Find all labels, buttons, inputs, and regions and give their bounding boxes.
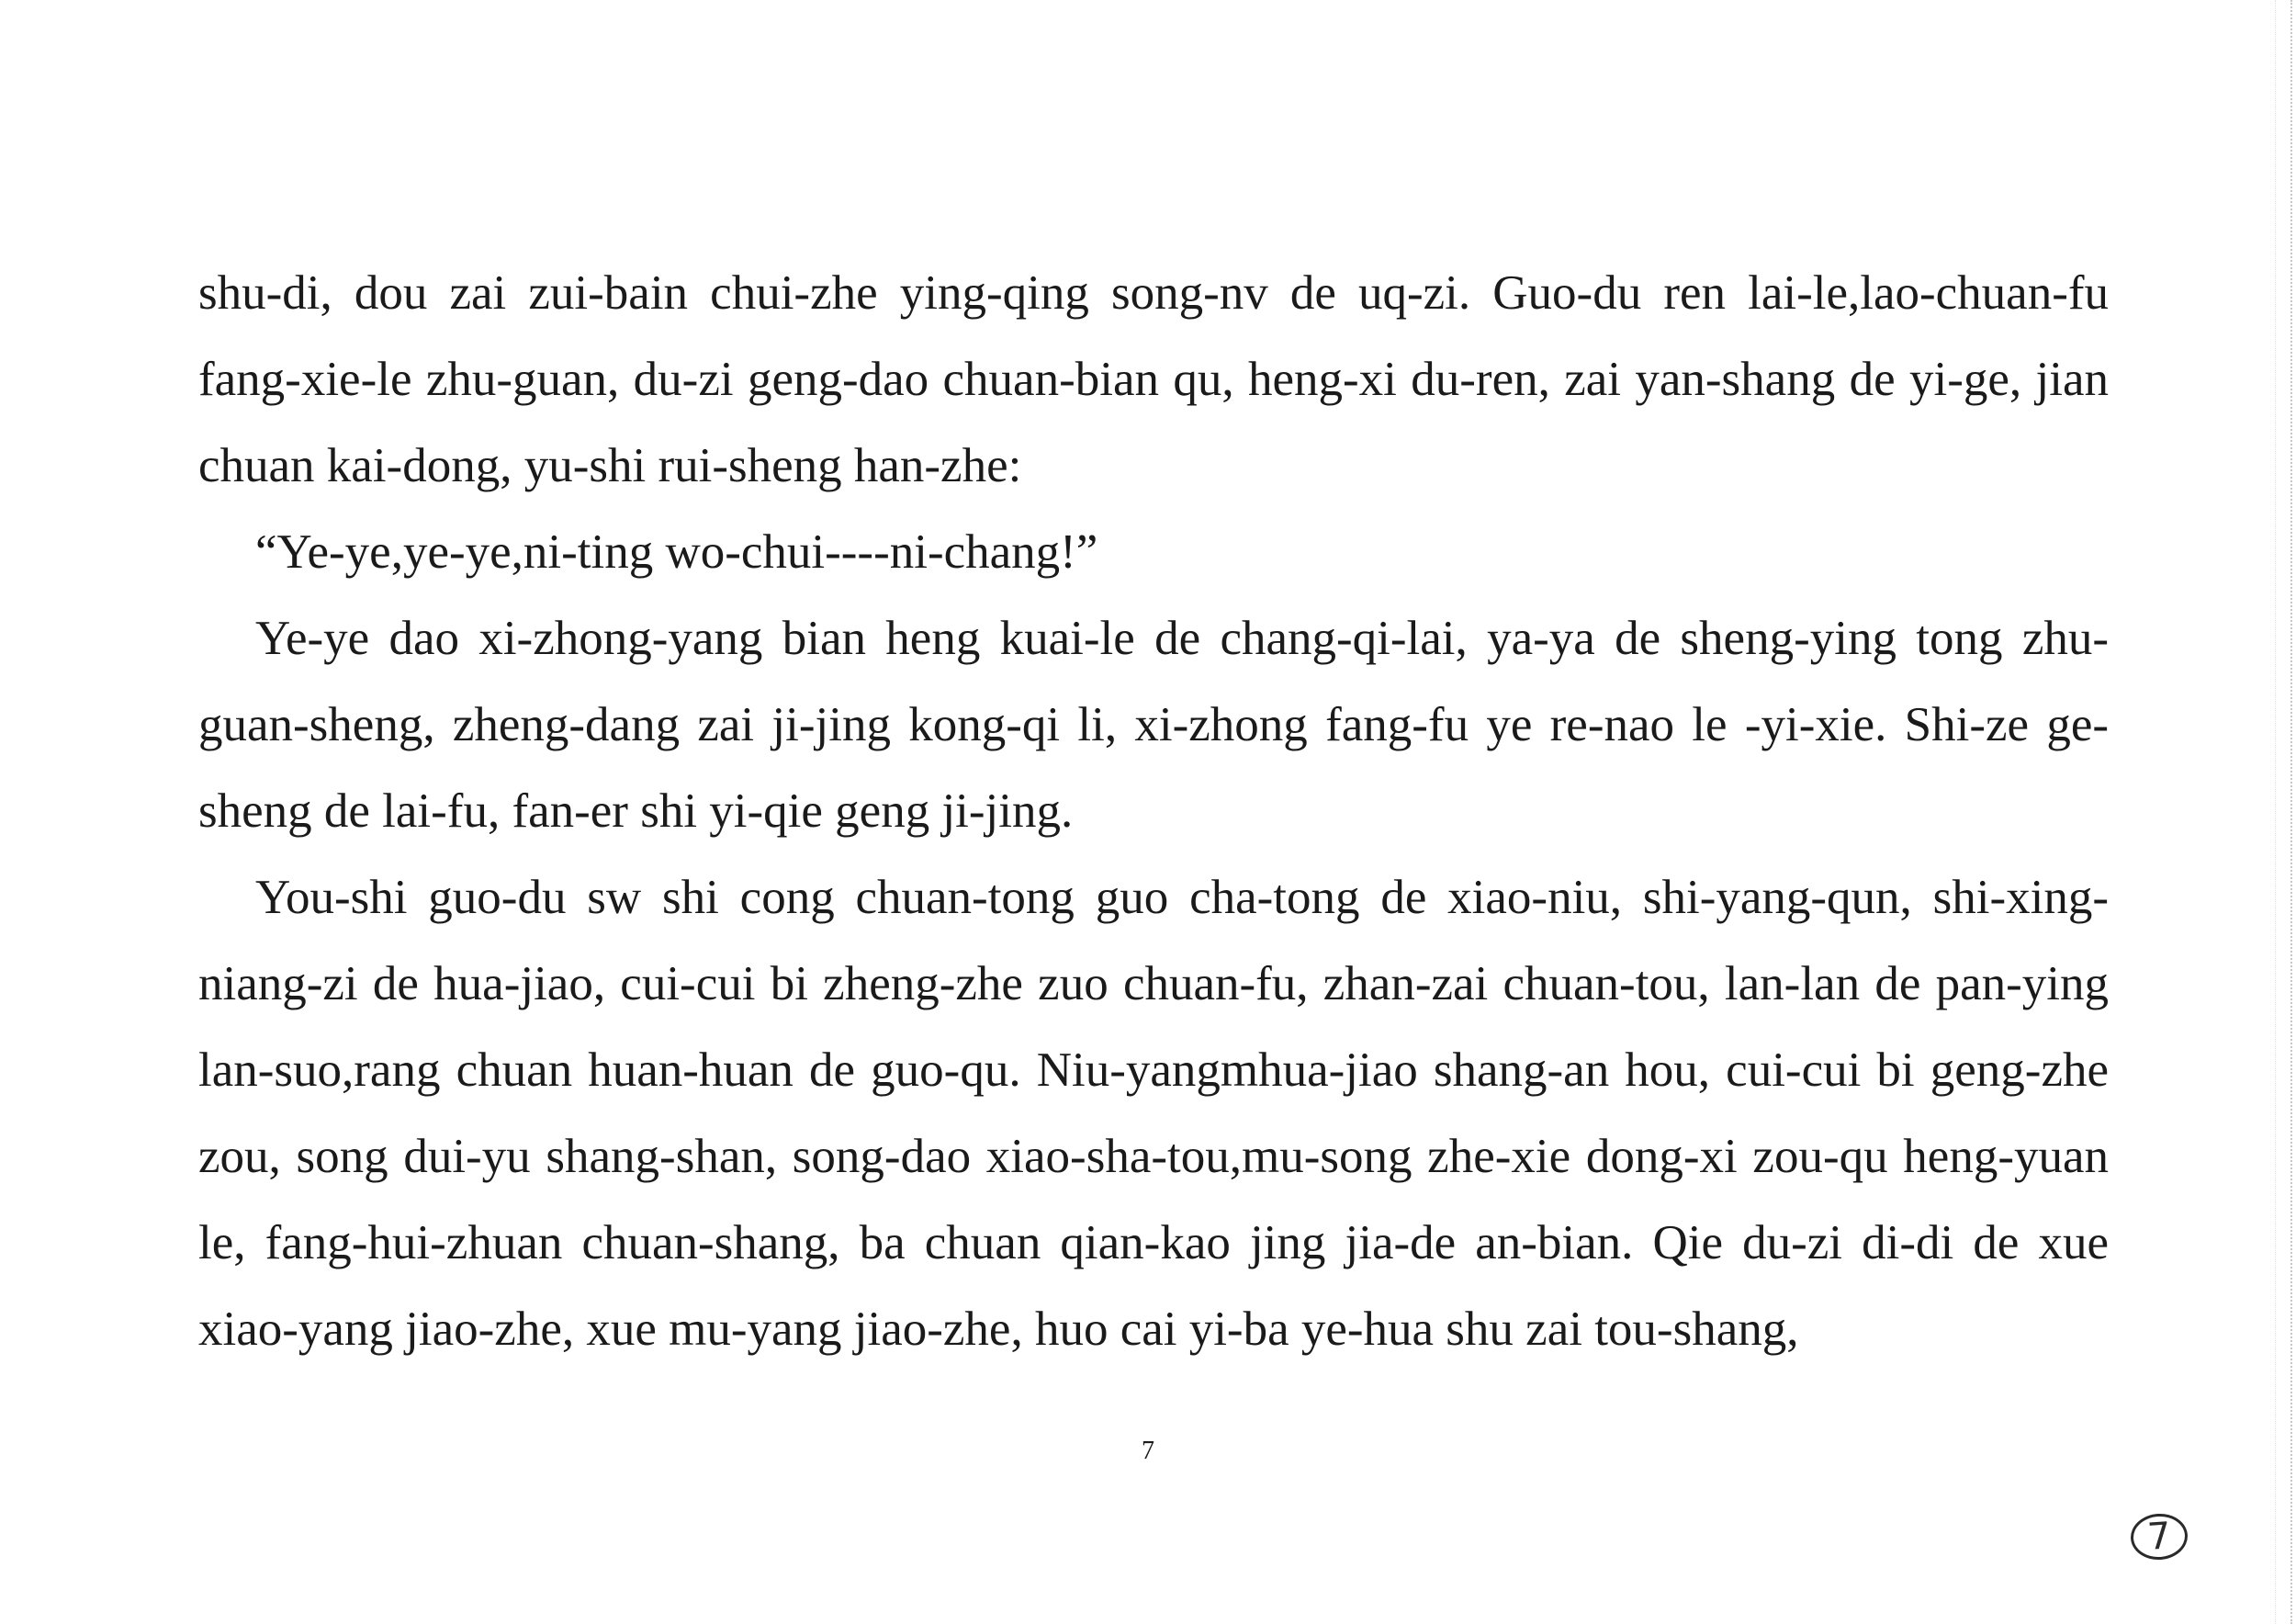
paragraph-1: shu-di, dou zai zui-bain chui-zhe ying-qing song-nv de uq-zi. Guo-du ren lai-le,lao-chuan-fu fang-xie-le zhu-guan, du-zi geng-dao chuan-bian qu, heng-xi du-ren, zai yan-shang de yi-ge, jian chuan kai-dong, yu-shi rui-sheng han-zhe: (198, 266, 2109, 492)
page-number: 7 (1142, 1437, 1154, 1465)
scan-edge-line (2290, 0, 2292, 1624)
paragraph-2: “Ye-ye,ye-ye,ni-ting wo-chui----ni-chang!” (255, 525, 1098, 579)
paragraph-3: Ye-ye dao xi-zhong-yang bian heng kuai-le de chang-qi-lai, ya-ya de sheng-ying tong zhu-guan-sheng, zheng-dang zai ji-jing kong-qi li, xi-zhong fang-fu ye re-nao le -yi-xie. Shi-ze ge-sheng de lai-fu, fan-er shi yi-qie geng ji-jing. (198, 612, 2109, 838)
paragraph-4: You-shi guo-du sw shi cong chuan-tong guo cha-tong de xiao-niu, shi-yang-qun, shi-xing-niang-zi de hua-jiao, cui-cui bi zheng-zhe zuo chuan-fu, zhan-zai chuan-tou, lan-lan de pan-ying lan-suo,rang chuan huan-huan de guo-qu. Niu-yangmhua-jiao shang-an hou, cui-cui bi geng-zhe zou, song dui-yu shang-shan, song-dao xiao-sha-tou,mu-song zhe-xie dong-xi zou-qu heng-yuan le, fang-hui-zhuan chuan-shang, ba chuan qian-kao jing jia-de an-bian. Qie du-zi di-di de xue xiao-yang jiao-zhe, xue mu-yang jiao-zhe, huo cai yi-ba ye-hua shu zai tou-shang, (198, 871, 2109, 1356)
circled-page-stamp: 7 (2129, 1512, 2189, 1562)
scan-edge-line-faint (2275, 0, 2276, 1624)
body-text (198, 250, 2109, 1372)
